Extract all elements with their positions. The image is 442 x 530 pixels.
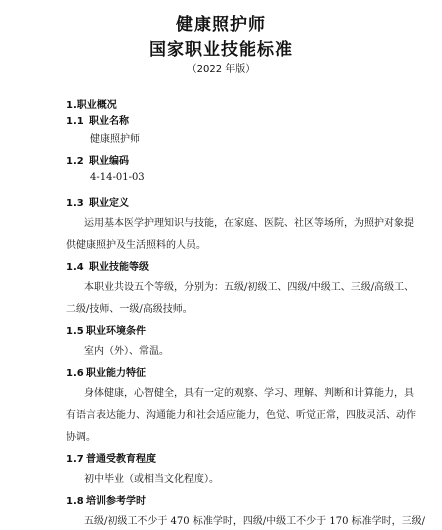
section-title: 职业定义: [89, 198, 129, 209]
section-heading-1: [66, 96, 117, 111]
document-title: 健康照护师: [176, 15, 266, 35]
paragraph-line: 五级/初级工不少于 470 标准学时，四级/中级工不少于 170 标准学时，三级/: [84, 516, 425, 527]
section-title: 职业技能等级: [89, 262, 149, 273]
paragraph-line: 室内（外）、常温。: [84, 346, 169, 357]
paragraph-line: 运用基本医学护理知识与技能，在家庭、医院、社区等场所，为照护对象提: [84, 218, 414, 229]
section-number: 1.7: [66, 454, 84, 465]
section-title: 培训参考学时: [86, 496, 146, 507]
section-number: 1.6: [66, 368, 84, 379]
paragraph-line: 有语言表达能力、沟通能力和社会适应能力，色觉、听觉正常，四肢灵活、动作: [66, 410, 416, 421]
section-number: 1.: [66, 100, 77, 111]
section-heading-1-6: [66, 364, 146, 379]
section-heading-1-4: [66, 258, 149, 273]
section-heading-1-8: [66, 492, 146, 507]
section-heading-1-1: [66, 112, 129, 127]
section-number: 1.2: [66, 156, 84, 167]
section-heading-1-3: [66, 194, 129, 209]
section-title: 职业能力特征: [86, 368, 146, 379]
section-heading-1-7: [66, 450, 156, 465]
section-number: 1.3: [66, 198, 84, 209]
paragraph-line: 初中毕业（或相当文化程度）。: [84, 474, 219, 485]
section-title: 普通受教育程度: [86, 454, 156, 465]
occupation-name: 健康照护师: [90, 134, 140, 145]
section-title: 职业环境条件: [86, 326, 146, 337]
paragraph-line: 协调。: [66, 432, 96, 443]
paragraph-line: 二级/技师、一级/高级技师。: [66, 304, 193, 315]
section-number: 1.5: [66, 326, 84, 337]
section-number: 1.8: [66, 496, 84, 507]
occupation-code: 4-14-01-03: [90, 172, 145, 183]
paragraph-line: 本职业共设五个等级，分别为：五级/初级工、四级/中级工、三级/高级工、: [84, 282, 415, 293]
section-title: 职业名称: [89, 116, 129, 127]
section-title: 职业编码: [89, 156, 129, 167]
paragraph-line: 身体健康，心智健全，具有一定的观察、学习、理解、判断和计算能力，具: [84, 388, 414, 399]
section-title: 职业概况: [76, 100, 117, 111]
document-subtitle: 国家职业技能标准: [149, 40, 293, 60]
section-number: 1.1: [66, 116, 84, 127]
edition-label: （2022 年版）: [186, 64, 256, 75]
paragraph-line: 供健康照护及生活照料的人员。: [66, 240, 206, 251]
section-heading-1-2: [66, 152, 129, 167]
section-number: 1.4: [66, 262, 84, 273]
section-heading-1-5: [66, 322, 146, 337]
